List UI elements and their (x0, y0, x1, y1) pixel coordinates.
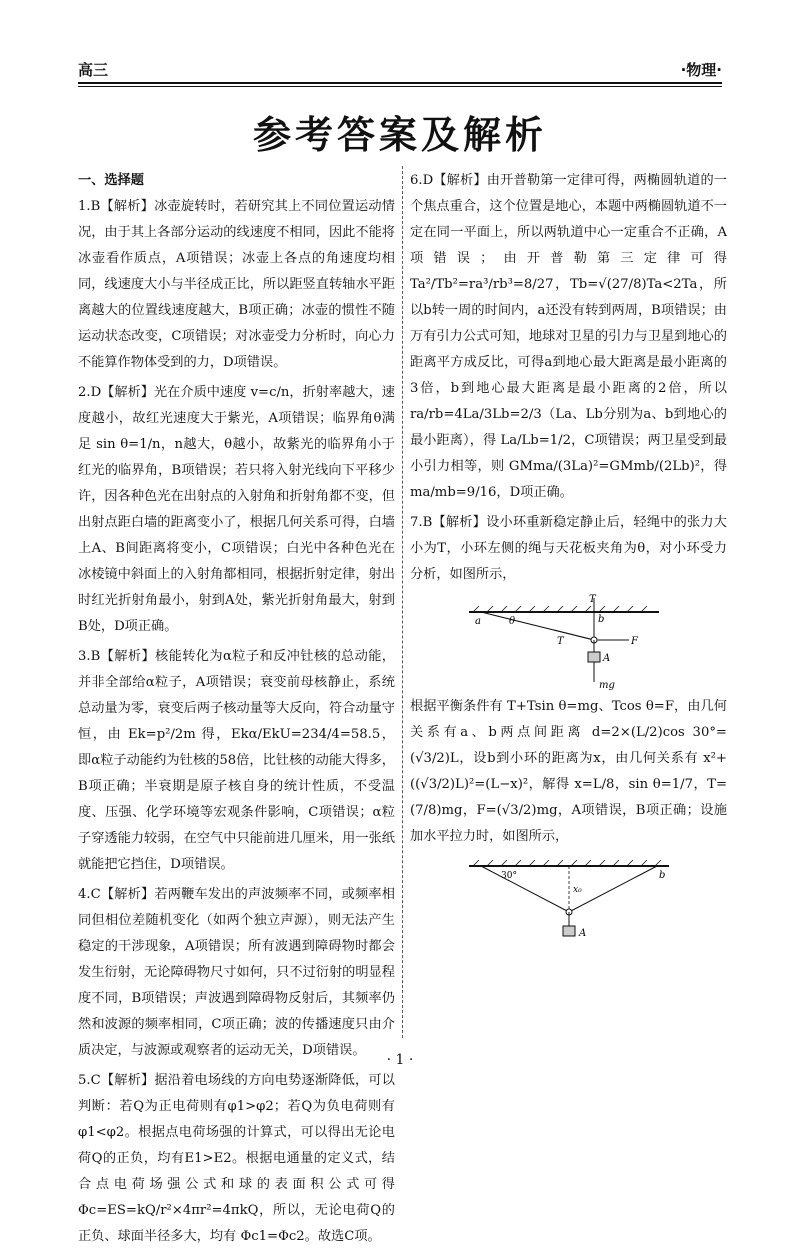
right-column (410, 168, 727, 946)
label-b: b (658, 870, 665, 881)
force-diagram-1 (459, 592, 679, 692)
header-rule-thick (78, 82, 722, 84)
label-mg: mg (598, 680, 615, 691)
answer-6: 6.D【解析】由开普勒第一定律可得，两椭圆轨道的一个焦点重合，这个位置是地心，本题中两椭圆轨道不一定在同一平面上，所以两轨道中心一定重合不正确，A项错误；由开普勒第三定律可得 Ta²/Tb²=ra³/rb³=8/27，Tb=√(27/8)Ta<2Ta，所以b转一周的时间内，a还没有转到两周，B项错误；由万有引力公式可知，地球对卫星的引力与卫星到地心的距离平方成反比，可得a到地心最大距离是最小距离的3倍，b到地心最大距离是最小距离的2倍，所以 ra/rb=4La/3Lb=2/3（La、Lb分别为a、b到地心的最小距离），得 La/Lb=1/2，C项错误；两卫星受到最小引力相等，则 GMma/(3La)²=GMmb/(2Lb)²，得 ma/mb=9/16，D项正确。 (410, 173, 727, 500)
label-F: F (630, 636, 638, 647)
grade-label: 高三 (78, 61, 109, 79)
header-rule-thin (78, 86, 722, 87)
force-diagram-2 (459, 854, 679, 944)
subject-label: ·物理· (680, 61, 722, 79)
answer-1: 1.B【解析】冰壶旋转时，若研究其上不同位置运动情况，由于其上各部分运动的线速度不相同，因此不能将冰壶看作质点，A项错误；冰壶上各点的角速度均相同，线速度大小与半径成正比，所以距竖直转轴水平距离越大的位置线速度越大，B项正确；冰壶的惯性不随运动状态改变，C项错误；对冰壶受力分析时，向心力不能算作物体受到的力，D项错误。 (78, 199, 395, 370)
rope-right (569, 866, 657, 912)
answer-7-part1: 7.B【解析】设小环重新稳定静止后，轻绳中的张力大小为T，小环左侧的绳与天花板夹角为θ，对小环受力分析，如图所示， (410, 515, 727, 582)
answer-5: 5.C【解析】据沿着电场线的方向电势逐渐降低，可以判断：若Q为正电荷则有φ1>φ2；若Q为负电荷则有φ1<φ2。根据点电荷场强的计算式，可以得出无论电荷Q的正负，均有E1>E2。根据电通量的定义式，结合点电荷场强公式和球的表面积公式可得 Φc=ES=kQ/r²×4πr²=4πkQ，所以，无论电荷Q的正负、球面半径多大，均有 Φc1=Φc2。故选C项。 (78, 1073, 395, 1244)
label-b: b (597, 614, 604, 625)
label-T-top: T (588, 594, 596, 605)
label-angle: 30° (500, 871, 517, 881)
left-column (78, 168, 395, 1254)
page-title: 参考答案及解析 (252, 113, 547, 157)
answer-7-part2: 根据平衡条件有 T+Tsin θ=mg、Tcos θ=F，由几何关系有a、b两点间距离 d=2×(L/2)cos 30°=(√3/2)L，设b到小环的距离为x，由几何关系有 x²+((√3/2)L)²=(L−x)²，解得 x=L/8，sin θ=1/7，T=(7/8)mg，F=(√3/2)mg，A项错误，B项正确；设施加水平拉力时，如图所示， (410, 699, 727, 844)
rope-left (481, 866, 569, 912)
block-A (563, 926, 575, 936)
answer-2: 2.D【解析】光在介质中速度 v=c/n，折射率越大，速度越小，故红光速度大于紫光，A项错误；临界角θ满足 sin θ=1/n，n越大，θ越小，故紫光的临界角小于红光的临界角，B项错误；若只将入射光线向下平移少许，因各种色光在出射点的入射角和折射角都不变，但出射点距白墙的距离变小了，根据几何关系可得，白墙上A、B间距离将变小，C项错误；白光中各种色光在冰棱镜中斜面上的入射角都相同，根据折射定律，射出时红光折射角最小，射到A处，紫光折射角最大，射到B处，D项正确。 (78, 385, 395, 634)
answer-3: 3.B【解析】核能转化为α粒子和反冲钍核的总动能，并非全部给α粒子，A项错误；衰变前母核静止，系统总动量为零，衰变后两子核动量等大反向，符合动量守恒，由 Ek=p²/2m 得，Ekα/EkU=234/4=58.5，即α粒子动能约为钍核的58倍，比钍核的动能大得多，B项正确；半衰期是原子核自身的统计性质，不受温度、压强、化学环境等宏观条件影响，C项错误；α粒子穿透能力较弱，在空气中只能前进几厘米，用一张纸就能把它挡住，D项错误。 (78, 649, 395, 872)
label-A: A (578, 928, 586, 939)
label-a: a (474, 616, 481, 627)
label-T: T (556, 636, 564, 647)
page-header (78, 56, 722, 80)
label-A: A (602, 653, 610, 664)
column-divider (402, 166, 403, 1038)
page-number: · 1 · (386, 1052, 414, 1068)
label-x0: x₀ (572, 885, 582, 895)
section-heading: 一、选择题 (78, 173, 144, 188)
block-A (588, 652, 600, 662)
answer-4: 4.C【解析】若两鞭车发出的声波频率不同，或频率相同但相位差随机变化（如两个独立声源），则无法产生稳定的干涉现象，A项错误；所有波遇到障碍物时都会发生衍射，无论障碍物尺寸如何，只不过衍射的明显程度不同，B项错误；声波遇到障碍物反射后，其频率仍然和波源的频率相同，C项正确；波的传播速度只由介质决定，与波源或观察者的运动无关，D项错误。 (78, 887, 395, 1058)
label-theta: θ (508, 616, 515, 627)
